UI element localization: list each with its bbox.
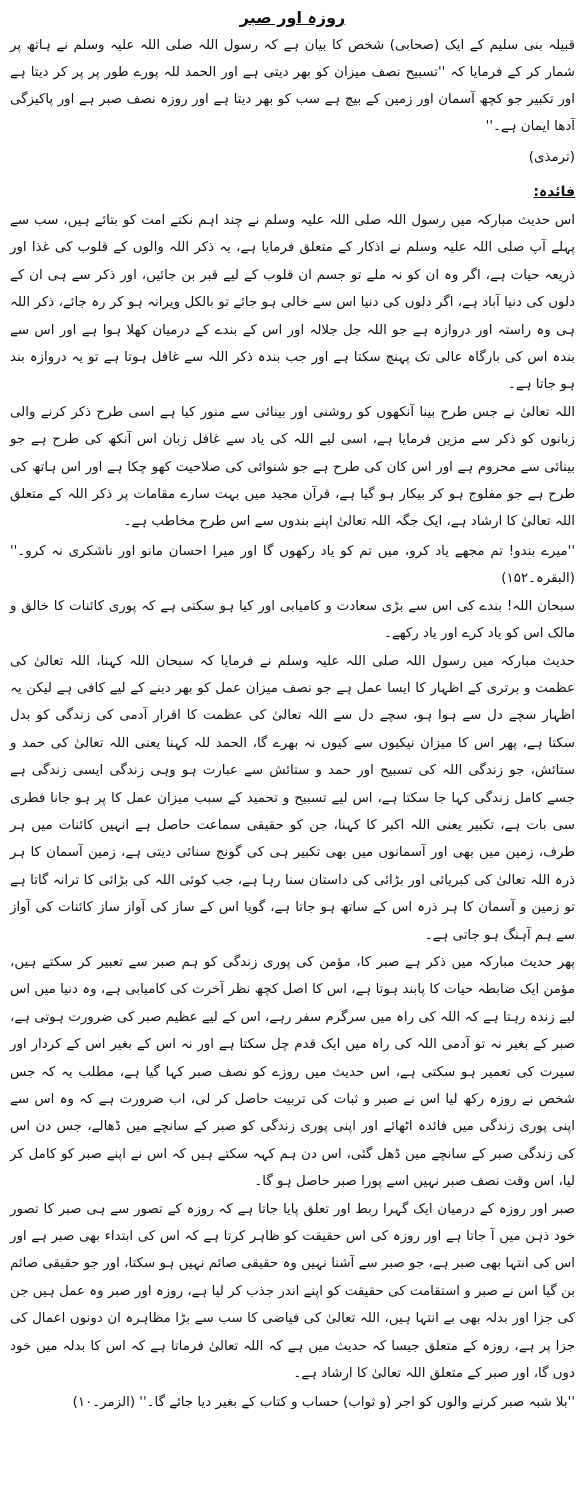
benefit-heading: فائدہ: [533, 184, 575, 200]
quote-zumar: ''بلا شبہ صبر کرنے والوں کو اجر (و ثواب) حساب و کتاب کے بغیر دیا جائے گا۔'' (الزمر۔۱۰) [72, 1395, 575, 1411]
hadith-text: قبیلہ بنی سلیم کے ایک (صحابی) شخص کا بیان ہے کہ رسول اللہ صلی اللہ علیہ وسلم نے ہاتھ پر شمار کر کے فرمایا کہ ''تسبیح نصف میزان کو بھر دیتی ہے اور الحمد للہ پورے طور پر پر کر دیتا ہے اور تکبیر جو کچھ آسمان اور زمین کے بیچ ہے سب کو بھر دیتا ہے اور روزہ نصف صبر ہے اور پاکیزگی آدھا ایمان ہے۔'' [10, 38, 575, 134]
paragraph-tasbih-tahmid: حدیث مبارکہ میں رسول اللہ صلی اللہ علیہ وسلم نے فرمایا کہ سبحان اللہ کہنا، اللہ تعالیٰ کی عظمت و برتری کے اظہار کا ایسا عمل ہے جو نصف میزان عمل کو بھر دینے کے لیے کافی ہے لیکن یہ اظہار سچے دل سے ہوا ہو، سچے دل سے اللہ تعالیٰ کی عظمت کا اقرار آدمی کی زندگی کو بدل سکتا ہے، پھر اس کا میزان نیکیوں سے کیوں نہ بھرے گا، الحمد للہ کہنا یعنی اللہ تعالیٰ کی حمد و ستائش، جو زندگی اللہ کی تسبیح اور حمد و ستائش سے عبارت ہو وہی زندگی ایسی زندگی ہے جسے کامل زندگی کہا جا سکتا ہے، اس لیے تسبیح و تحمید کے سبب میزان عمل کا پر ہو جانا فطری سی بات ہے، تکبیر یعنی اللہ اکبر کا کہنا، جن کو حقیقی سماعت حاصل ہے انہیں کائنات میں ہر طرف، زمین میں بھی اور آسمانوں میں بھی تکبیر ہی کی گونج سنائی دیتی ہے، زمین آسمان کا ہر ذرہ اللہ تعالیٰ کی کبریائی اور بڑائی کی داستان سنا رہا ہے، جب کوئی اللہ کی بڑائی کا ترانہ گاتا ہے تو زمین و آسمان کا ہر ذرہ اس کے ساتھ ہو جاتا ہے، گویا اس کے ساز کی آواز ساز کائنات کی آواز سے ہم آہنگ ہو جاتی ہے۔ [10, 653, 575, 943]
hadith-reference: (ترمذی) [528, 150, 575, 165]
quote-baqarah: ''میرے بندو! تم مجھے یاد کرو، میں تم کو یاد رکھوں گا اور میرا احسان مانو اور ناشکری نہ کرو۔'' (البقرہ۔۱۵۲) [10, 543, 575, 587]
paragraph-sawm-sabr: صبر اور روزہ کے درمیان ایک گہرا ربط اور تعلق پایا جاتا ہے کہ روزہ کے تصور سے ہی صبر کا تصور خود ذہن میں آ جاتا ہے اور روزہ کی اس حقیقت کو ظاہر کرتا ہے کہ اس کی ابتداء بھی صبر ہے اور اس کی انتہا بھی صبر ہے، جو صبر سے آشنا نہیں وہ حقیقی صائم نہیں ہو سکتا، اور جو حقیقی صائم بن گیا اس نے صبر و استقامت کی حقیقت کو اپنے اندر جذب کر لیا ہے، روزہ اور صبر وہ عمل ہیں جن کی جزا اور بدلہ بھی بے انتہا ہیں، اللہ تعالیٰ کی فیاضی کا سب سے بڑا مظاہرہ ان دونوں اعمال کی جزا پر ہے، روزہ کے متعلق جیسا کہ حدیث میں ہے کہ اللہ تعالیٰ فرماتا ہے کہ اس کا بدلہ میں خود دوں گا، اور صبر کے متعلق اللہ تعالیٰ کا ارشاد ہے۔ [10, 1201, 575, 1382]
paragraph-dhikr: اس حدیث مبارکہ میں رسول اللہ صلی اللہ علیہ وسلم نے چند اہم نکتے امت کو بتائے ہیں، سب سے پہلے آپ صلی اللہ علیہ وسلم نے اذکار کے متعلق فرمایا ہے، یہ ذکر اللہ والوں کے قلوب کی غذا اور ذریعہ حیات ہے، اگر وہ ان کو نہ ملے تو جسم ان قلوب کے لیے قبر بن جائیں، اور ذکر سے ہی ان کے دلوں کی دنیا آباد ہے، اگر دلوں کی دنیا اس سے خالی ہو جائے تو بالکل ویرانہ ہو کر رہ جائے، ذکر اللہ ہی وہ راستہ اور دروازہ ہے جو اللہ جل جلالہ اور اس کے بندے کے درمیان کھلا ہوا ہے اور اس سے بندہ اس کی بارگاہ عالی تک پہنچ سکتا ہے اور جب بندہ ذکر اللہ سے غافل ہوتا ہے تو یہ دروازہ بند ہو جاتا ہے۔ [10, 213, 575, 393]
paragraph-subhanallah: سبحان اللہ! بندے کی اس سے بڑی سعادت و کامیابی اور کیا ہو سکتی ہے کہ پوری کائنات کا خالق و مالک اس کو یاد کرے اور یاد رکھے۔ [10, 598, 575, 642]
article-title: روزہ اور صبر [239, 8, 346, 27]
paragraph-sabr: پھر حدیث مبارکہ میں ذکر ہے صبر کا، مؤمن کی پوری زندگی کو ہم صبر سے تعبیر کر سکتے ہیں، مؤمن ایک ضابطہ حیات کا پابند ہوتا ہے، اس کا اصل کچھ نظر آخرت کی کامیابی ہے، وہ دنیا میں اس لیے زندہ رہتا ہے کہ اللہ کی راہ میں سرگرم سفر رہے، اس کے لیے عظیم صبر کی ضرورت ہوتی ہے، صبر کے بغیر نہ تو آدمی اللہ کی راہ میں ایک قدم چل سکتا ہے اور نہ اس کے بغیر اس کے کردار اور سیرت کی تعمیر ہو سکتی ہے، اس حدیث میں روزے کو نصف صبر کہا گیا ہے، مطلب یہ کہ جس شخص نے روزہ رکھ لیا اس نے صبر و ثبات کی تربیت حاصل کر لی، اب ضرورت ہے کہ وہ اس سے اپنی پوری زندگی میں فائدہ اٹھائے اور اپنی پوری زندگی کو صبر کے سانچے میں ڈھالے، جس دن اس کی زندگی صبر کے سانچے میں ڈھل گئی، اس دن ہم کہہ سکتے ہیں کہ اس نے اپنے صبر کو کامل کر لیا، اس وقت نصف صبر نہیں اسے پورا صبر حاصل ہو گا۔ [10, 954, 575, 1190]
hadith-block [10, 32, 575, 171]
paragraph-dhikr-tongue: اللہ تعالیٰ نے جس طرح بینا آنکھوں کو روشنی اور بینائی سے منور کیا ہے اسی طرح ذکر کرنے والی زبانوں کو ذکر سے مزین فرمایا ہے، اسی لیے اللہ کی یاد سے غافل زبان اس آنکھ کی طرح ہے جو بینائی سے محروم ہے اور اس کان کی طرح ہے جو شنوائی کی صلاحیت کھو چکا ہے اور اس ہاتھ کی طرح ہے جو مفلوج ہو کر بیکار ہو گیا ہے، قرآن مجید میں بہت سارے مقامات پر ذکر اللہ کے متعلق اللہ تعالیٰ کا ارشاد ہے، ایک جگہ اللہ تعالیٰ اپنے بندوں سے اس طرح مخاطب ہے۔ [10, 404, 575, 530]
